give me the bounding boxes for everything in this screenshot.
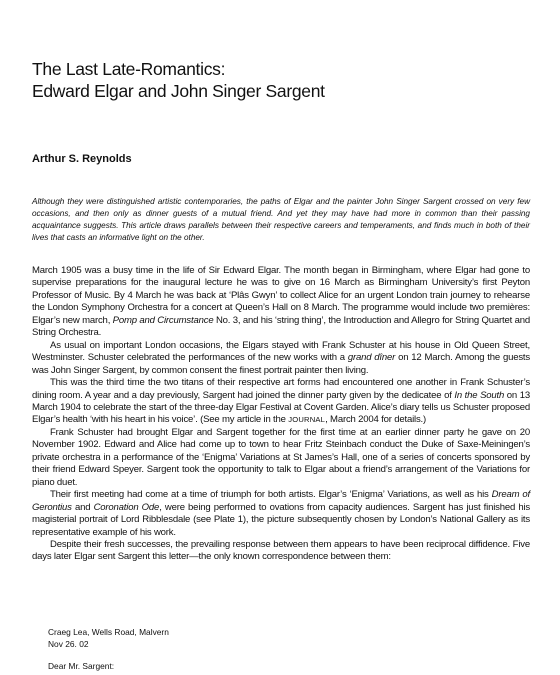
paragraph-4: Frank Schuster had brought Elgar and Sargent together for the first time at an earlier dinner party he gave on 20 November 1902. Edward and Alice had come up to town to hear Fritz Steinbach conduct the Duke of Saxe-Meiningen’s private orchestra in a performance of the ‘Enigma’ Variations at St James’s Hall, one of a series of concerts sponsored by their friend Edward Speyer. Sargent took the opportunity to talk to Elgar about a friend’s arrangement of the Variations for piano duet. [32, 426, 530, 488]
paragraph-5: Their first meeting had come at a time of triumph for both artists. Elgar’s ‘Enigma’ Variations, as well as his Dream of Gerontius and Coronation Ode, were being performed to ovations from capacity audiences. Sargent has just finished his magisterial portrait of Lord Ribblesdale (see Plate 1), the picture subsequently chosen by London’s National Gallery as its representative example of his work. [32, 489, 530, 538]
title-line-1: The Last Late-Romantics: [32, 59, 226, 79]
work-title: In the South [454, 389, 505, 401]
paragraph-1: March 1905 was a busy time in the life of Sir Edward Elgar. The month began in Birmingham, where Elgar had gone to supervise preparations for the inaugural lecture he was to give on 16 March as Birmingham University’s first Peyton Professor of Music. By 4 March he was back at ‘Plâs Gwyn’ to collect Alice for an urgent London train journey to rehearse the London Symphony Orchestra for a concert at Queen’s Hall on 8 March. The programme would include two premières: Elgar’s new march, Pomp and Circumstance No. 3, and his ‘string thing’, the Introduction and Allegro for String Quartet and String Orchestra. [32, 265, 530, 339]
abstract: Although they were distinguished artistic contemporaries, the paths of Elgar and the painter John Singer Sargent crossed on very few occasions, and then only as dinner guests of a mutual friend. And yet they may have had more in common than their passing acquaintance suggests. This article draws parallels between their respective careers and temperaments, and finds much in both of their lives that casts an informative light on the other. [32, 197, 530, 243]
paragraph-2: As usual on important London occasions, the Elgars stayed with Frank Schuster at his house in Old Queen Street, Westminster. Schuster celebrated the performances of the new works with a grand dîner on 12 March. Among the guests was John Singer Sargent, by common consent the finest portrait painter then living. [32, 339, 530, 376]
work-title: Pomp and Circumstance [112, 314, 214, 326]
work-title: Coronation Ode [93, 501, 160, 513]
author-name: Arthur S. Reynolds [32, 153, 132, 165]
article-title [32, 58, 532, 102]
journal-name: JOURNAL [288, 415, 326, 425]
letter-excerpt [48, 626, 448, 672]
letter-salutation: Dear Mr. Sargent: [48, 660, 115, 671]
paragraph-3: This was the third time the two titans of their respective art forms had encountered one another in Frank Schuster’s dining room. A year and a day previously, Sargent had joined the dinner party given by the dedicatee of In the South on 13 March 1904 to celebrate the start of the three-day Elgar Festival at Covent Garden. Alice’s diary tells us Schuster proposed Elgar’s health ‘with his heart in his voice’. (See my article in the JOURNAL, March 2004 for details.) [32, 377, 531, 426]
letter-date: Nov 26. 02 [48, 639, 89, 650]
article-body [32, 265, 530, 564]
title-line-2: Edward Elgar and John Singer Sargent [32, 81, 325, 101]
work-title: Dream of Gerontius [32, 489, 530, 513]
emphasis: grand dîner [347, 352, 396, 364]
paragraph-6: Despite their fresh successes, the prevailing response between them appears to have been reciprocal diffidence. Five days later Elgar sent Sargent this letter—the only known correspondence between them: [32, 538, 530, 563]
letter-address: Craeg Lea, Wells Road, Malvern [48, 627, 169, 637]
